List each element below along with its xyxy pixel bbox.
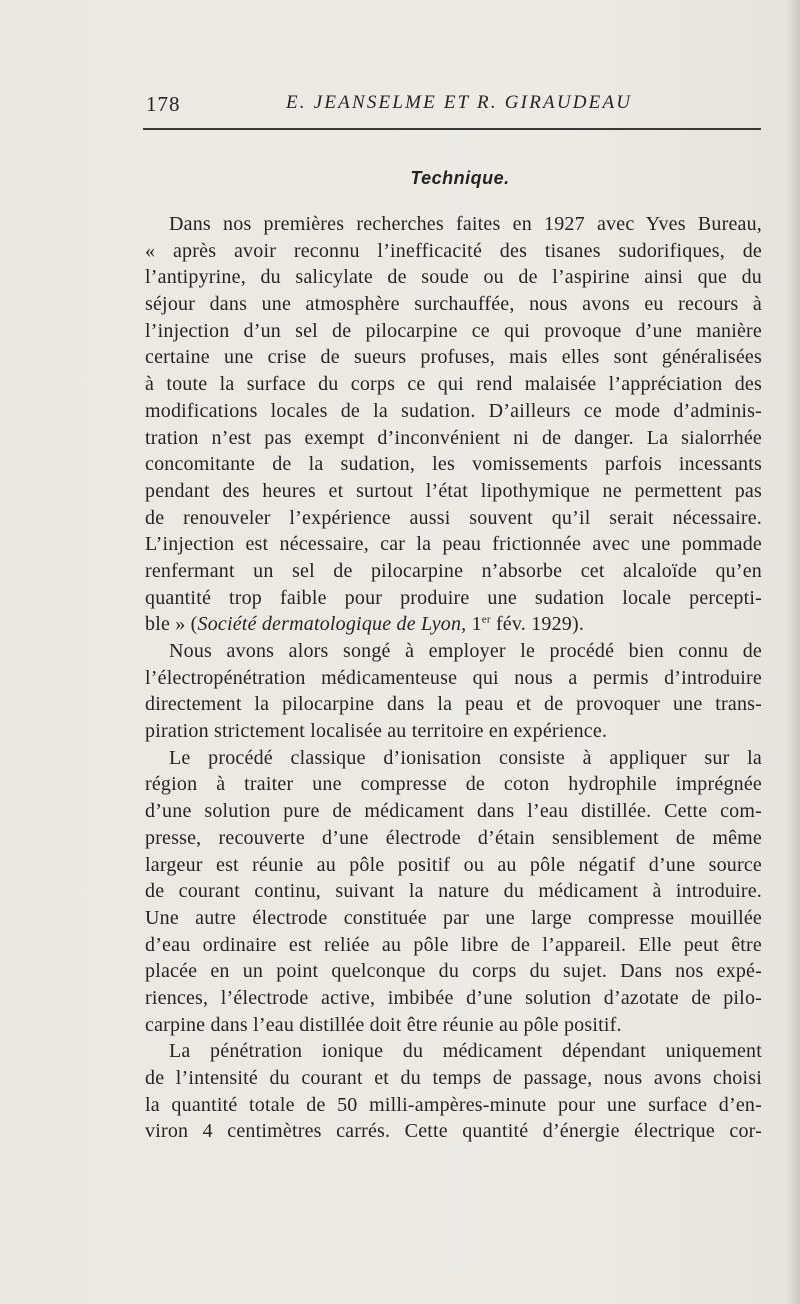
text-line: à toute la surface du corps ce qui rend malaisée l’appréciation des [145, 373, 762, 396]
text-line: de courant continu, suivant la nature du médicament à introduire. [145, 880, 762, 903]
text-line: la quantité totale de 50 milli-ampères-minute pour une surface d’en- [145, 1093, 762, 1116]
page-header [146, 92, 760, 120]
body-text [145, 211, 762, 1145]
text-line: presse, recouverte d’une électrode d’étain sensiblement de même [145, 826, 762, 849]
text-line: tration n’est pas exempt d’inconvénient ni de danger. La sialorrhée [145, 426, 762, 449]
text-line: renfermant un sel de pilocarpine n’absorbe cet alcaloïde qu’en [145, 559, 762, 582]
citation-journal: Société dermatologique de Lyon, [197, 613, 467, 636]
text-line: région à traiter une compresse de coton hydrophile imprégnée [145, 773, 762, 796]
header-rule [143, 128, 761, 130]
text-line: carpine dans l’eau distillée doit être réunie au pôle positif. [145, 1013, 622, 1036]
text-line: « après avoir reconnu l’inefficacité des tisanes sudorifiques, de [145, 239, 762, 262]
text-line: d’une solution pure de médicament dans l’eau distillée. Cette com- [145, 800, 762, 823]
text-line: largeur est réunie au pôle positif ou au pôle négatif d’une source [145, 853, 762, 876]
text-line: L’injection est nécessaire, car la peau frictionnée avec une pommade [145, 533, 762, 556]
text-line: modifications locales de la sudation. D’ailleurs ce mode d’adminis- [145, 399, 762, 422]
text-line: certaine une crise de sueurs profuses, mais elles sont généralisées [145, 346, 762, 369]
page-edge-shadow [786, 0, 800, 1304]
text-line: placée en un point quelconque du corps du sujet. Dans nos expé- [145, 960, 762, 983]
text-line: l’électropénétration médicamenteuse qui nous a permis d’introduire [145, 666, 762, 689]
text-line: de l’intensité du courant et du temps de passage, nous avons choisi [145, 1067, 762, 1089]
citation-pre: ble » ( [145, 613, 198, 636]
text-line: quantité trop faible pour produire une sudation locale percepti- [145, 586, 762, 609]
text-line: d’eau ordinaire est reliée au pôle libre de l’appareil. Elle peut être [145, 933, 762, 956]
page-number: 178 [146, 92, 181, 116]
running-head: E. JEANSELME ET R. GIRAUDEAU [286, 92, 633, 113]
text-line: piration strictement localisée au territoire en expérience. [145, 720, 608, 743]
text-line: l’injection d’un sel de pilocarpine ce qui provoque d’une manière [145, 319, 762, 342]
text-line: l’antipyrine, du salicylate de soude ou de l’aspirine ainsi que du [145, 266, 762, 289]
text-line: riences, l’électrode active, imbibée d’une solution d’azotate de pilo- [145, 986, 762, 1009]
text-line: de renouveler l’expérience aussi souvent qu’il serait nécessaire. [145, 506, 762, 529]
text-line: Le procédé classique d’ionisation consiste à appliquer sur la [169, 746, 762, 769]
text-line: Une autre électrode constituée par une large compresse mouillée [145, 906, 762, 929]
citation-mid: 1 [466, 613, 482, 636]
text-line: pendant des heures et surtout l’état lipothymique ne permettent pas [145, 479, 762, 502]
citation-post: fév. 1929). [490, 613, 585, 636]
text-line: La pénétration ionique du médicament dépendant uniquement [169, 1040, 762, 1063]
text-line: séjour dans une atmosphère surchauffée, nous avons eu recours à [145, 293, 762, 316]
section-title: Technique. [410, 168, 510, 188]
text-line: Nous avons alors songé à employer le procédé bien connu de [169, 640, 762, 662]
citation-line [145, 611, 762, 638]
text-line: Dans nos premières recherches faites en 1927 avec Yves Bureau, [169, 213, 762, 235]
text-line: directement la pilocarpine dans la peau et de provoquer une trans- [145, 693, 762, 716]
text-line: viron 4 centimètres carrés. Cette quantité d’énergie électrique cor- [145, 1120, 762, 1143]
citation-superscript: er [481, 613, 491, 626]
text-line: concomitante de la sudation, les vomissements parfois incessants [145, 453, 762, 476]
